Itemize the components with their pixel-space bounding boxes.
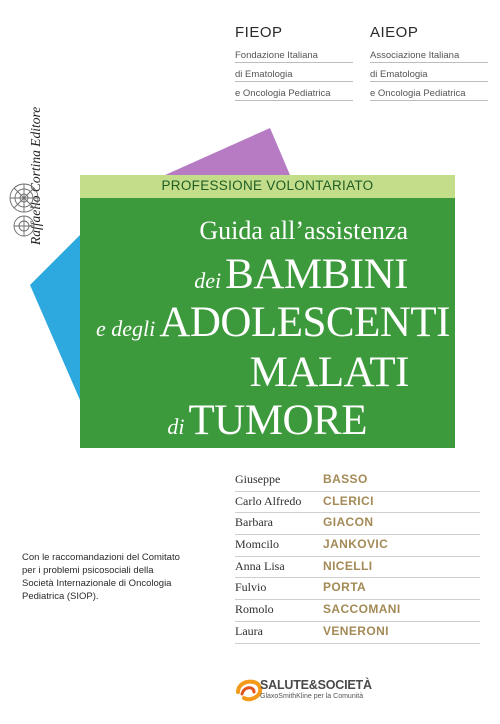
author-last-name: NICELLI [323, 558, 373, 573]
author-first-name: Barbara [235, 515, 273, 530]
org-fieop [235, 24, 331, 103]
title-line-2 [194, 250, 408, 299]
author-row [235, 578, 480, 600]
title-line-3 [96, 298, 450, 347]
org-fieop-line: e Oncologia Pediatrica [235, 88, 331, 99]
author-first-name: Romolo [235, 602, 274, 617]
title-small: dei [194, 268, 222, 293]
author-last-name: GIACON [323, 515, 374, 530]
title-big: MALATI [249, 349, 409, 396]
author-first-name: Giuseppe [235, 472, 281, 486]
publisher-emblem-icon [4, 178, 44, 240]
author-row [235, 535, 480, 557]
title-box [80, 198, 455, 448]
author-first-name: Carlo Alfredo [235, 493, 302, 508]
author-row [235, 557, 480, 579]
title-big: BAMBINI [225, 251, 408, 298]
series-label: PROFESSIONE VOLONTARIATO [161, 178, 374, 193]
author-last-name: JANKOVIC [323, 537, 389, 552]
org-aieop-line: e Oncologia Pediatrica [370, 88, 466, 99]
title-line-1: Guida all’assistenza [199, 216, 408, 245]
author-last-name: PORTA [323, 580, 367, 595]
author-row [235, 492, 480, 514]
org-fieop-acronym: FIEOP [235, 24, 283, 41]
divider [235, 100, 353, 101]
recommendation-note: Con le raccomandazioni del Comitato per i problemi psicosociali della Società Internazionale di Oncologia Pediatrica (SIOP). [22, 552, 180, 602]
author-last-name: CLERICI [323, 493, 374, 508]
title-line-5 [167, 396, 367, 445]
author-first-name: Laura [235, 623, 263, 638]
author-first-name: Fulvio [235, 580, 267, 595]
publisher-strip [0, 0, 50, 250]
author-first-name: Momcilo [235, 537, 279, 552]
sponsor-logo [232, 672, 392, 706]
divider [235, 81, 353, 82]
title-small: e degli [96, 316, 156, 341]
org-fieop-line: di Ematologia [235, 69, 293, 80]
series-band [80, 175, 455, 198]
org-aieop [370, 24, 466, 103]
author-row [235, 600, 480, 622]
author-last-name: BASSO [323, 472, 368, 486]
org-aieop-acronym: AIEOP [370, 24, 419, 41]
author-last-name: SACCOMANI [323, 602, 401, 617]
author-first-name: Anna Lisa [235, 558, 285, 573]
org-aieop-line: di Ematologia [370, 69, 428, 80]
org-aieop-line: Associazione Italiana [370, 50, 460, 61]
author-last-name: VENERONI [323, 623, 389, 638]
title-big: TUMORE [188, 397, 367, 444]
author-list [235, 470, 480, 644]
divider [370, 100, 488, 101]
author-row [235, 622, 480, 644]
title-big: ADOLESCENTI [159, 299, 450, 346]
blue-shape [30, 235, 80, 400]
divider [235, 62, 353, 63]
logo-tagline: GlaxoSmithKline per la Comunità [260, 693, 364, 700]
title-small: di [167, 414, 185, 439]
divider [370, 81, 488, 82]
purple-shape [165, 128, 290, 175]
title-line-4 [250, 348, 409, 397]
org-fieop-line: Fondazione Italiana [235, 50, 318, 61]
publisher-name-text: Raffaello Cortina Editore [28, 106, 43, 245]
author-row [235, 470, 480, 492]
divider [370, 62, 488, 63]
author-row [235, 513, 480, 535]
logo-name: SALUTE&SOCIETÀ [260, 678, 372, 692]
